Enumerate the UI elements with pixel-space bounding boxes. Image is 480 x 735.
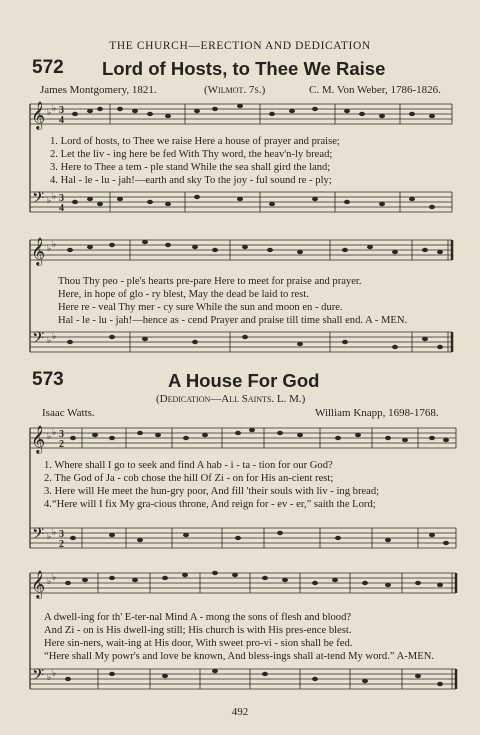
verse-line: Here sin-ners, wait-ing at His door, With sweet pro-vi - sion shall be fed. [44,638,353,649]
svg-text:𝄢: 𝄢 [32,329,45,351]
svg-text:♭: ♭ [52,239,57,249]
verse-line: A dwell-ing for th' E-ter-nal Mind A - mong the sons of flesh and blood? [44,612,352,623]
hymn-author: James Montgomery, 1821. [40,84,157,96]
svg-text:3: 3 [59,105,64,116]
svg-text:♭: ♭ [52,331,57,341]
verse-line: Here, in hope of glo - ry blest, May the dead be laid to rest. [58,289,309,300]
svg-text:♭: ♭ [47,672,52,682]
verse-line: 4.“Here will I fix My gra-cious throne, And reign for - ev - er,” saith the Lord; [44,499,376,510]
svg-text:𝄢: 𝄢 [32,525,45,547]
svg-text:♭: ♭ [52,572,57,582]
svg-text:♭: ♭ [52,668,57,678]
verse-line: “Here shall My powr's and love be known, And bless-ings shall at-tend My word.” A-MEN. [44,651,434,662]
verse-line: Here re - veal Thy mer - cy sure While the sun and moon en - dure. [58,302,343,313]
svg-text:𝄞: 𝄞 [31,101,46,129]
hymn-composer: C. M. Von Weber, 1786-1826. [309,84,441,96]
svg-text:2: 2 [59,439,64,450]
svg-text:♭: ♭ [52,191,57,201]
svg-text:♭: ♭ [52,103,57,113]
svg-text:4: 4 [59,203,64,214]
svg-text:♭: ♭ [52,527,57,537]
verse-line: 4. Hal - le - lu - jah!—earth and sky To the joy - ful sound re - ply; [50,175,332,186]
verse-line: Thou Thy peo - ple's hearts pre-pare Here to meet for praise and prayer. [58,276,362,287]
verse-line: 1. Lord of hosts, to Thee we raise Here a house of prayer and praise; [50,136,340,147]
hymn-tune: (Wilmot. 7s.) [204,84,266,96]
hymn-title: Lord of Hosts, to Thee We Raise [102,58,386,79]
svg-text:♭: ♭ [47,576,52,586]
svg-text:♭: ♭ [47,335,52,345]
verse-line: And Zi - on is His dwell-ing still; His church is with His pres-ence blest. [44,625,352,636]
hymn-title: A House For God [168,370,320,391]
hymn-composer: William Knapp, 1698-1768. [315,407,439,419]
hymn-tune: (Dedication—All Saints. L. M.) [156,393,306,405]
verse-line: Hal - le - lu - jah!—hence as - cend Prayer and praise till time shall end. A - MEN. [58,315,408,326]
verse-line: 3. Here to Thee a tem - ple stand While the sea shall gird the land; [50,162,331,173]
svg-text:3: 3 [59,529,64,540]
verse-line: 1. Where shall I go to seek and find A hab - i - ta - tion for our God? [44,460,333,471]
svg-text:𝄢: 𝄢 [32,189,45,211]
page-number: 492 [231,706,249,718]
svg-text:𝄞: 𝄞 [31,425,46,453]
verse-line: 2. The God of Ja - cob chose the hill Of Zi - on for His an-cient rest; [44,473,334,484]
svg-text:♭: ♭ [47,243,52,253]
verse-line: 2. Let the liv - ing here be fed With Thy word, the heav'n-ly bread; [50,149,333,160]
svg-text:3: 3 [59,193,64,204]
svg-text:♭: ♭ [47,195,52,205]
hymn-author: Isaac Watts. [42,407,95,419]
svg-text:♭: ♭ [47,431,52,441]
verse-line: 3. Here will He meet the hun-gry poor, And fill 'their souls with liv - ing bread; [44,486,380,497]
svg-text:𝄞: 𝄞 [31,570,46,598]
svg-text:♭: ♭ [47,107,52,117]
svg-text:𝄞: 𝄞 [31,237,46,265]
svg-text:♭: ♭ [47,531,52,541]
hymn-number: 573 [32,369,64,390]
svg-text:4: 4 [59,115,64,126]
music-system [0,100,480,222]
svg-text:2: 2 [59,539,64,550]
section-header: THE CHURCH—ERECTION AND DEDICATION [109,40,371,52]
svg-text:𝄢: 𝄢 [32,666,45,688]
svg-text:3: 3 [59,429,64,440]
svg-text:♭: ♭ [52,427,57,437]
hymn-number: 572 [32,57,64,78]
